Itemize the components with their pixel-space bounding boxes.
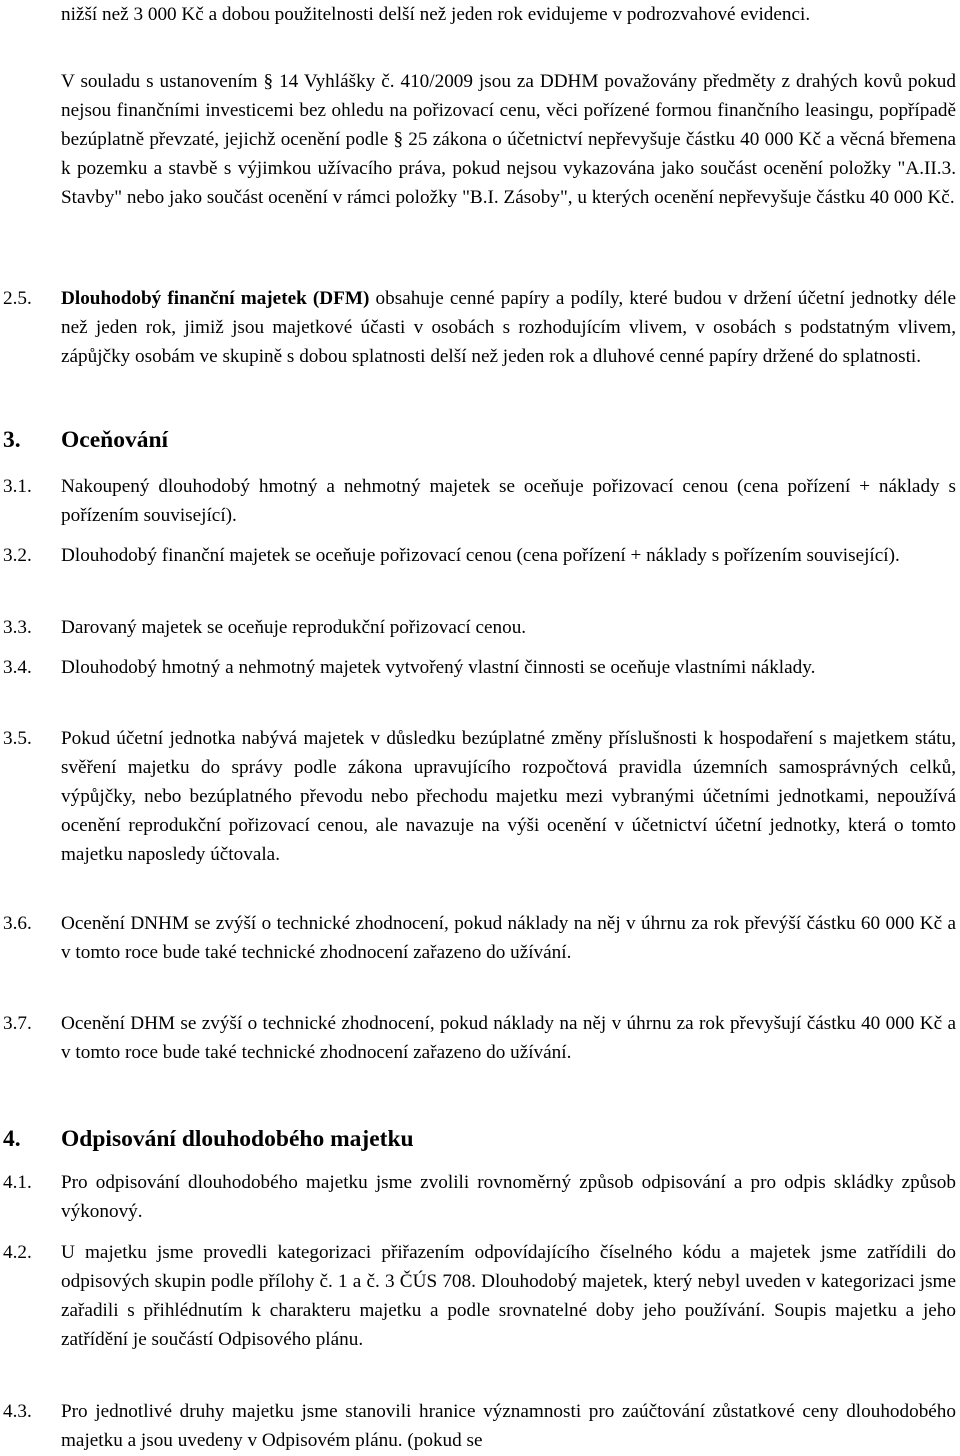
heading-title: Odpisování dlouhodobého majetku: [61, 1126, 414, 1152]
paragraph-3-3: Darovaný majetek se oceňuje reprodukční pořizovací cenou.: [61, 617, 527, 638]
paragraph-3-4: Dlouhodobý hmotný a nehmotný majetek vytvořený vlastní činnosti se oceňuje vlastními náklady.: [61, 657, 816, 678]
paragraph-number: 3.7.: [3, 1013, 32, 1034]
paragraph-number: 4.3.: [3, 1401, 32, 1422]
paragraph-body: obsahuje cenné papíry a podíly, které budou v držení účetní jednotky déle než jeden rok, jimiž jsou majetkové účasti v osobách s rozhodujícím vlivem, v osobách s podstatným vlivem, zápůjčky osobám ve skupině s dobou splatnosti delší než jeden rok a dluhové cenné papíry držené do splatnosti.: [61, 288, 957, 367]
paragraph-number: 2.5.: [3, 288, 32, 309]
paragraph-4-3: Pro jednotlivé druhy majetku jsme stanovili hranice významnosti pro zaúčtování zůstatkové ceny dlouhodobého majetku a jsou uvedeny v Odpisovém plánu. (pokud se: [61, 1401, 956, 1451]
paragraph-ddhm-definition: V souladu s ustanovením § 14 Vyhlášky č. 410/2009 jsou za DDHM považovány předměty z drahých kovů pokud nejsou finančními investicemi bez ohledu na pořizovací cenu, věci pořízené formou finančního leasingu, popřípadě bezúplatně převzaté, jejichž ocenění podle § 25 zákona o účetnictví nepřevyšuje částku 40 000 Kč a věcná břemena k pozemku a stavbě s výjimkou užívacího práva, pokud nejsou vykazována jako součást ocenění položky "A.II.3. Stavby" nebo jako součást ocenění v rámci položky "B.I. Zásoby", u kterých ocenění nepřevyšuje částku 40 000 Kč.: [61, 71, 956, 208]
heading-title: Oceňování: [61, 427, 169, 453]
paragraph-4-1: Pro odpisování dlouhodobého majetku jsme zvolili rovnoměrný způsob odpisování a pro odpis skládky způsob výkonový.: [61, 1172, 956, 1222]
paragraph-number: 4.1.: [3, 1172, 32, 1193]
paragraph-number: 3.2.: [3, 545, 32, 566]
paragraph-number: 3.1.: [3, 476, 32, 497]
heading-number: 4.: [3, 1126, 21, 1152]
paragraph-3-6: Ocenění DNHM se zvýší o technické zhodnocení, pokud náklady na něj v úhrnu za rok převýší částku 60 000 Kč a v tomto roce bude také technické zhodnocení zařazeno do užívání.: [61, 913, 956, 963]
paragraph-number: 4.2.: [3, 1242, 32, 1263]
paragraph-bold-lead: Dlouhodobý finanční majetek (DFM): [61, 288, 370, 309]
paragraph-number: 3.5.: [3, 728, 32, 749]
section-heading-4: [3, 1124, 903, 1154]
paragraph-number: 3.4.: [3, 657, 32, 678]
paragraph-3-5: Pokud účetní jednotka nabývá majetek v důsledku bezúplatné změny příslušnosti k hospodaření s majetkem státu, svěření majetku do správy podle zákona upravujícího rozpočtová pravidla územních samosprávných celků, výpůjčky, nebo bezúplatného převodu nebo přechodu majetku mezi vybranými účetními jednotkami, nepoužívá ocenění reprodukční pořizovací cenou, ale navazuje na výši ocenění v účetnictví účetní jednotky, která o tomto majetku naposledy účtovala.: [61, 728, 956, 865]
paragraph-3-2: Dlouhodobý finanční majetek se oceňuje pořizovací cenou (cena pořízení + náklady s pořízením související).: [61, 545, 900, 566]
paragraph-number: 3.3.: [3, 617, 32, 638]
paragraph-number: 3.6.: [3, 913, 32, 934]
paragraph-intro-continuation: nižší než 3 000 Kč a dobou použitelnosti delší než jeden rok evidujeme v podrozvahové evidenci.: [61, 4, 811, 25]
paragraph-3-7: Ocenění DHM se zvýší o technické zhodnocení, pokud náklady na něj v úhrnu za rok převyšují částku 40 000 Kč a v tomto roce bude také technické zhodnocení zařazeno do užívání.: [61, 1013, 956, 1063]
section-heading-3: [3, 425, 903, 455]
paragraph-4-2: U majetku jsme provedli kategorizaci přiřazením odpovídajícího číselného kódu a majetek jsme zatřídili do odpisových skupin podle přílohy č. 1 a č. 3 ČÚS 708. Dlouhodobý majetek, který nebyl uveden v kategorizaci jsme zařadili s přihlédnutím k charakteru majetku a podle srovnatelné doby jeho používání. Soupis majetku a jeho zatřídění je součástí Odpisového plánu.: [61, 1242, 956, 1350]
paragraph-2-5: [61, 284, 956, 371]
paragraph-3-1: Nakoupený dlouhodobý hmotný a nehmotný majetek se oceňuje pořizovací cenou (cena pořízení + náklady s pořízením související).: [61, 476, 956, 526]
heading-number: 3.: [3, 427, 21, 453]
